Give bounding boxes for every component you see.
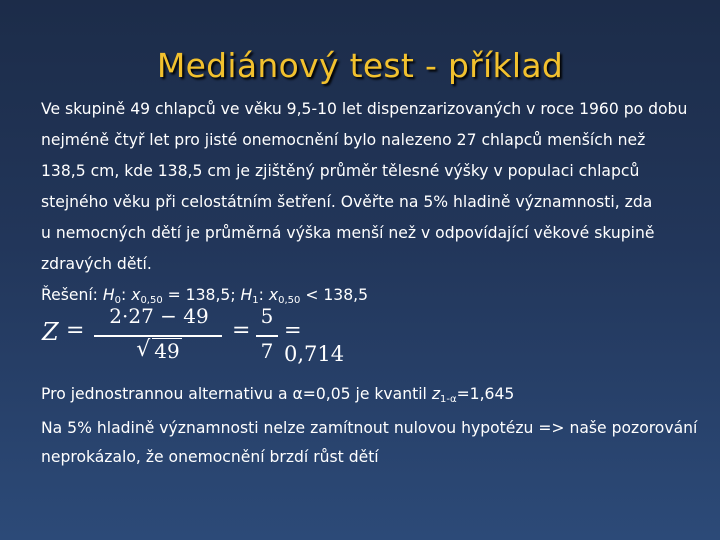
x-symbol: x bbox=[131, 286, 141, 304]
intro-line: 138,5 cm, kde 138,5 cm je zjištěný průměr tělesné výšky v populaci chlapců bbox=[41, 162, 640, 180]
formula-result: = 0,714 bbox=[284, 318, 345, 366]
quantile-line bbox=[41, 380, 716, 414]
sqrt-icon: √ bbox=[136, 337, 151, 362]
fraction-simplified bbox=[254, 304, 280, 366]
alternative-value: < 138,5 bbox=[300, 286, 368, 304]
fraction-bar bbox=[256, 335, 278, 337]
z-symbol: z bbox=[431, 385, 441, 403]
h1-symbol: H bbox=[240, 286, 253, 304]
intro-line: nejméně čtyř let pro jisté onemocnění bylo nalezeno 27 chlapců menších než bbox=[41, 131, 646, 149]
h1-subscript: 1 bbox=[252, 295, 259, 306]
problem-statement bbox=[41, 94, 716, 316]
h0-symbol: H bbox=[102, 286, 115, 304]
fraction-denominator: 7 bbox=[260, 339, 274, 363]
test-statistic-formula bbox=[42, 304, 345, 366]
sqrt-expression bbox=[136, 339, 181, 363]
fraction-denominator bbox=[92, 339, 226, 363]
formula-lhs: Z bbox=[42, 318, 59, 346]
intro-line: stejného věku při celostátním šetření. Ověřte na 5% hladině významnosti, zda bbox=[41, 193, 653, 211]
x-subscript: 0,50 bbox=[278, 295, 301, 306]
x-subscript: 0,50 bbox=[140, 295, 163, 306]
sqrt-radicand: 49 bbox=[154, 339, 180, 363]
intro-line: u nemocných dětí je průměrná výška menší než v odpovídající věkové skupině bbox=[41, 224, 655, 242]
z-subscript: 1-α bbox=[440, 394, 457, 405]
fraction-bar bbox=[94, 335, 222, 337]
separator: : bbox=[120, 286, 132, 304]
quantile-value: =1,645 bbox=[456, 385, 515, 403]
x-symbol: x bbox=[268, 286, 279, 304]
separator: : bbox=[258, 286, 269, 304]
solution-prefix: Řešení: bbox=[41, 286, 103, 304]
formula-equals: = bbox=[232, 318, 251, 343]
fraction-numerator: 2·27 − 49 bbox=[109, 304, 209, 328]
conclusion-line: neprokázalo, že onemocnění brzdí růst dětí bbox=[41, 448, 379, 466]
fraction-numerator: 5 bbox=[260, 304, 274, 328]
fraction-main bbox=[92, 304, 226, 366]
intro-line: Ve skupině 49 chlapců ve věku 9,5-10 let dispenzarizovaných v roce 1960 po dobu bbox=[41, 100, 688, 118]
formula-equals: = bbox=[66, 318, 85, 343]
intro-line: zdravých dětí. bbox=[41, 255, 152, 273]
conclusion bbox=[41, 380, 716, 472]
h0-subscript: 0 bbox=[114, 295, 121, 306]
slide-title: Mediánový test - příklad bbox=[156, 46, 564, 85]
conclusion-line: Na 5% hladině významnosti nelze zamítnout nulovou hypotézu => naše pozorování bbox=[41, 419, 698, 437]
quantile-prefix: Pro jednostrannou alternativu a α=0,05 je kvantil bbox=[41, 385, 432, 403]
null-value: = 138,5; bbox=[162, 286, 241, 304]
